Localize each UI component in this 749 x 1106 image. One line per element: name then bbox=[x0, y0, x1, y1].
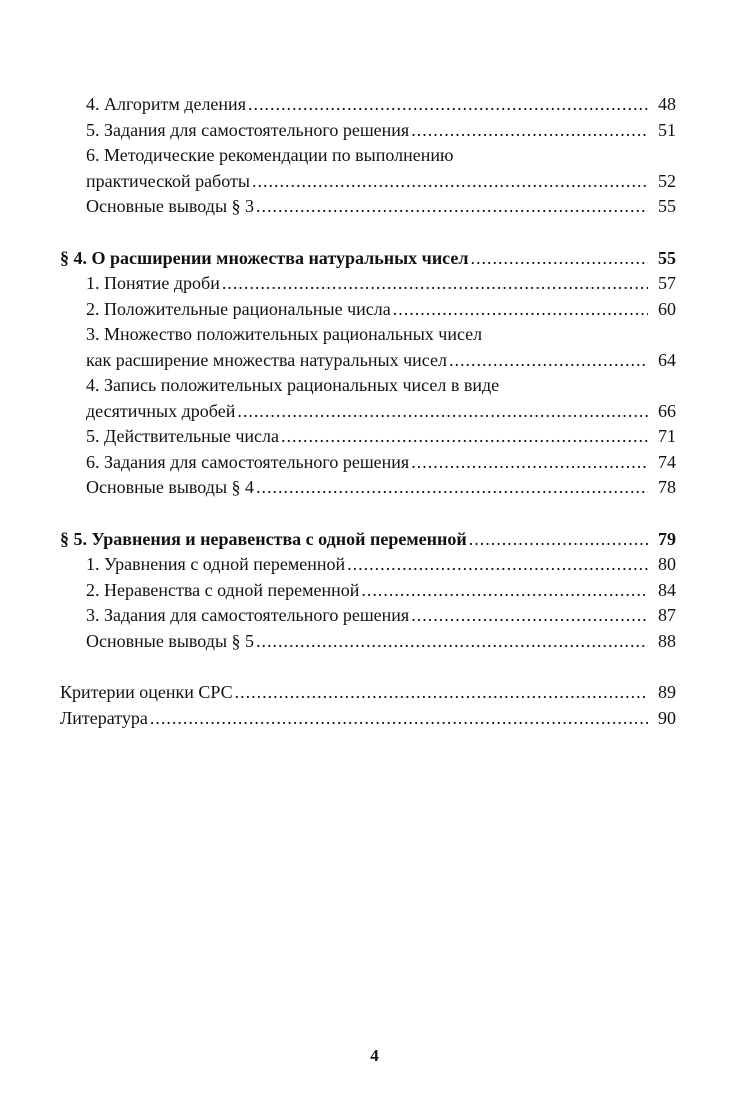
toc-entry-title: 5. Задания для самостоятельного решения bbox=[86, 119, 410, 140]
toc-entry bbox=[60, 194, 676, 220]
toc-entry-first-line bbox=[60, 143, 676, 169]
dot-leader bbox=[449, 348, 648, 374]
toc-entry-page: 60 bbox=[658, 298, 676, 319]
toc-entry bbox=[60, 552, 676, 578]
dot-leader bbox=[411, 118, 648, 144]
toc-entry-title: 2. Неравенства с одной переменной bbox=[86, 579, 360, 600]
toc-entry-title: Основные выводы § 3 bbox=[86, 196, 255, 216]
toc-entry bbox=[60, 169, 676, 195]
section-title: § 5. Уравнения и неравенства с одной переменной bbox=[60, 528, 467, 549]
toc-entry-title: 4. Запись положительных рациональных чисел в виде bbox=[86, 375, 500, 395]
toc-entry bbox=[60, 424, 676, 450]
table-of-contents bbox=[60, 92, 676, 731]
toc-entry-title: 5. Действительные числа bbox=[86, 426, 280, 446]
toc-entry-title-continued: практической работы bbox=[86, 170, 250, 191]
toc-entry-title: 3. Множество положительных рациональных чисел bbox=[86, 324, 483, 344]
toc-entry-page: 74 bbox=[658, 451, 676, 472]
dot-leader bbox=[347, 552, 648, 578]
toc-entry-title-continued: десятичных дробей bbox=[86, 400, 236, 421]
toc-entry bbox=[60, 475, 676, 501]
dot-leader bbox=[411, 450, 648, 476]
toc-entry-title: 3. Задания для самостоятельного решения bbox=[86, 605, 410, 625]
toc-entry-page: 88 bbox=[658, 630, 676, 651]
toc-entry-page: 48 bbox=[658, 94, 676, 114]
dot-leader bbox=[393, 297, 648, 323]
dot-leader bbox=[150, 706, 648, 732]
toc-entry-title-continued: как расширение множества натуральных чисел bbox=[86, 349, 447, 370]
section-page: 79 bbox=[658, 528, 676, 549]
toc-section-heading bbox=[60, 527, 676, 553]
toc-entry-title: 2. Положительные рациональные числа bbox=[86, 298, 391, 319]
dot-leader bbox=[281, 424, 648, 450]
toc-entry-title: 6. Методические рекомендации по выполнению bbox=[86, 145, 454, 165]
toc-entry-page: 78 bbox=[658, 477, 676, 497]
toc-entry-title: Литература bbox=[60, 707, 148, 728]
toc-entry bbox=[60, 297, 676, 323]
dot-leader bbox=[237, 399, 648, 425]
dot-leader bbox=[248, 92, 648, 118]
toc-entry-page: 57 bbox=[658, 273, 676, 293]
toc-entry-page: 87 bbox=[658, 605, 676, 625]
toc-entry bbox=[60, 348, 676, 374]
toc-entry bbox=[60, 118, 676, 144]
toc-entry-page: 80 bbox=[658, 554, 676, 574]
section-title: § 4. О расширении множества натуральных чисел bbox=[60, 247, 469, 268]
toc-entry-page: 84 bbox=[658, 579, 676, 600]
toc-entry bbox=[60, 603, 676, 629]
toc-entry-page: 89 bbox=[658, 682, 676, 702]
toc-entry bbox=[60, 680, 676, 706]
dot-leader bbox=[411, 603, 648, 629]
toc-entry-page: 71 bbox=[658, 426, 676, 446]
page-number: 4 bbox=[370, 1046, 379, 1065]
toc-entry-title: Основные выводы § 5 bbox=[86, 630, 255, 651]
toc-entry-title: 1. Понятие дроби bbox=[86, 273, 220, 293]
dot-leader bbox=[235, 680, 648, 706]
dot-leader bbox=[256, 475, 648, 501]
toc-entry-page: 51 bbox=[658, 119, 676, 140]
toc-entry-page: 90 bbox=[658, 707, 676, 728]
toc-entry-title: Критерии оценки СРС bbox=[60, 682, 233, 702]
toc-entry-page: 66 bbox=[658, 400, 676, 421]
toc-entry-title: 6. Задания для самостоятельного решения bbox=[86, 451, 410, 472]
toc-entry-title: Основные выводы § 4 bbox=[86, 477, 255, 497]
toc-entry bbox=[60, 399, 676, 425]
dot-leader bbox=[256, 194, 648, 220]
toc-entry bbox=[60, 578, 676, 604]
toc-entry bbox=[60, 271, 676, 297]
dot-leader bbox=[469, 527, 648, 553]
toc-section-heading bbox=[60, 246, 676, 272]
toc-entry-page: 64 bbox=[658, 349, 676, 370]
toc-entry bbox=[60, 706, 676, 732]
toc-entry bbox=[60, 629, 676, 655]
dot-leader bbox=[252, 169, 648, 195]
dot-leader bbox=[470, 246, 648, 272]
toc-entry bbox=[60, 92, 676, 118]
dot-leader bbox=[222, 271, 648, 297]
toc-entry bbox=[60, 450, 676, 476]
dot-leader bbox=[256, 629, 648, 655]
toc-entry-page: 52 bbox=[658, 170, 676, 191]
toc-entry-page: 55 bbox=[658, 196, 676, 216]
dot-leader bbox=[361, 578, 648, 604]
toc-entry-title: 4. Алгоритм деления bbox=[86, 94, 246, 114]
toc-entry-first-line bbox=[60, 373, 676, 399]
toc-entry-title: 1. Уравнения с одной переменной bbox=[86, 554, 346, 574]
toc-entry-first-line bbox=[60, 322, 676, 348]
section-page: 55 bbox=[658, 247, 676, 268]
